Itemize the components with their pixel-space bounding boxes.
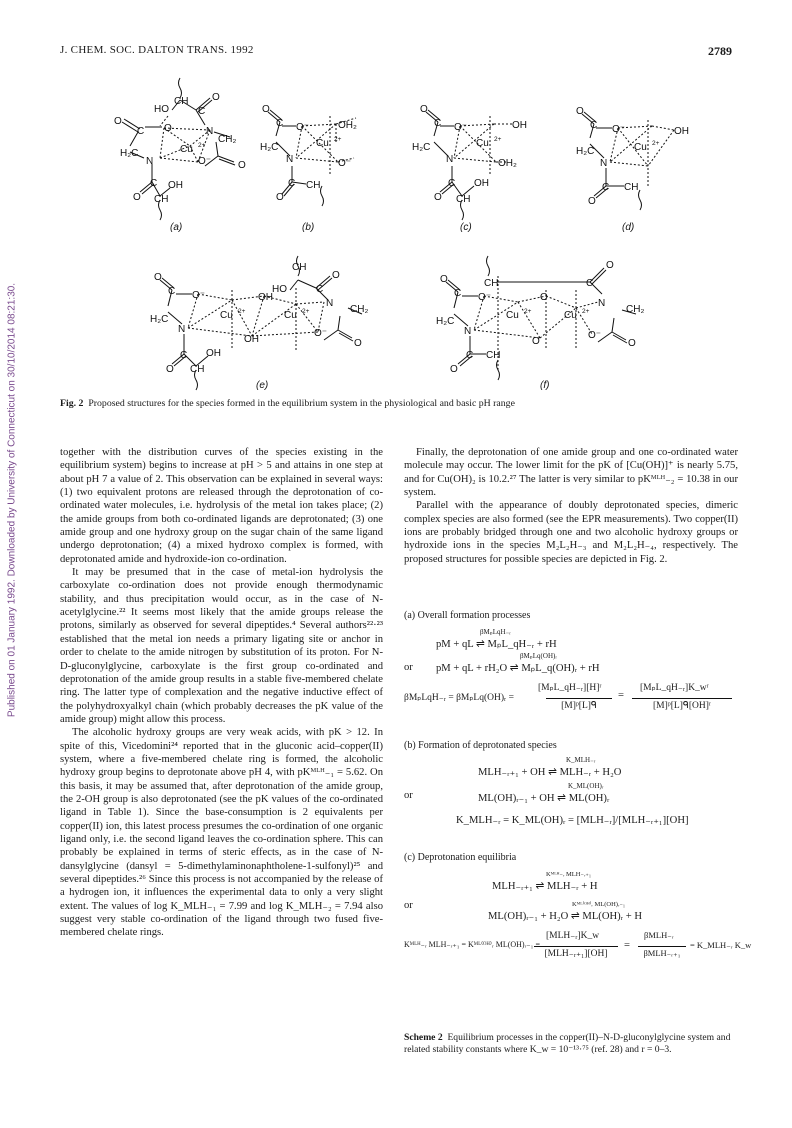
svg-text:Cu: Cu bbox=[634, 142, 647, 153]
svg-text:C: C bbox=[590, 120, 598, 131]
svg-text:2+: 2+ bbox=[302, 308, 310, 315]
svg-text:OH₂: OH₂ bbox=[498, 158, 517, 169]
svg-text:C: C bbox=[288, 178, 296, 189]
svg-text:OH: OH bbox=[258, 292, 273, 303]
svg-text:O: O bbox=[238, 160, 246, 171]
svg-text:N: N bbox=[464, 326, 472, 337]
running-head: J. CHEM. SOC. DALTON TRANS. 1992 bbox=[60, 44, 254, 56]
svg-text:CH: CH bbox=[456, 194, 471, 205]
right-column bbox=[404, 446, 738, 566]
svg-text:O⁻: O⁻ bbox=[192, 290, 206, 301]
svg-text:N: N bbox=[600, 158, 608, 169]
svg-text:O: O bbox=[354, 338, 362, 349]
svg-text:(a): (a) bbox=[170, 222, 183, 233]
svg-text:CH: CH bbox=[190, 364, 205, 375]
svg-text:OH: OH bbox=[674, 126, 689, 137]
svg-text:Cu: Cu bbox=[220, 310, 233, 321]
svg-text:O: O bbox=[154, 272, 162, 283]
svg-text:O: O bbox=[133, 192, 141, 203]
svg-text:CH: CH bbox=[486, 350, 501, 361]
svg-text:CH: CH bbox=[154, 194, 169, 205]
svg-text:H₂C: H₂C bbox=[576, 146, 595, 157]
svg-text:N: N bbox=[326, 298, 334, 309]
svg-text:Cu: Cu bbox=[476, 138, 489, 149]
equation-a1: pM + qL ⇌ MₚL_qH₋ᵣ + rH bbox=[436, 639, 557, 650]
svg-text:(b): (b) bbox=[302, 222, 315, 233]
svg-text:O: O bbox=[420, 104, 428, 115]
svg-text:2+: 2+ bbox=[238, 308, 246, 315]
svg-text:Cu: Cu bbox=[316, 138, 329, 149]
svg-text:CH: CH bbox=[624, 182, 639, 193]
svg-text:OH: OH bbox=[206, 348, 221, 359]
paragraph: The alcoholic hydroxy groups are very weak acids, with pK > 12. In spite of this, Vicedomini²⁴ reported that in the gluconic acid–copper(II) system, where a five-membered chelate ring is formed, the alcoholic hydroxy group begins to deprotonate above pH 4, with pKᴹᴸᴴ₋₁ = 5.62. On this basis, it may be assumed that, after deprotonation of the amide group, the 2-OH group is also deprotonated (see the pK values of the co-ordinated ligand in Table 1). Since the base-consumption is 2 equivalents per copper(II) ion, this latest process presumes the co-ordination of one organic ligand only, i.e. the second ligand leaves the co-ordination sphere. This can probably be explained in terms of steric effects, as in the case of N-dansylglycine (dansyl = 5-dimethylaminonaphtholene-1-sulfonyl)²⁵ and several dipeptides.²⁶ Since this process is not accompanied by the release of a hydrogen ion, it influences the experimental data to only a very slight extent. The values of log K_MLH₋₁ = 7.99 and log K_MLH₋₂ = 7.94 also suggest very stable co-ordination of the ligand through two fused five-membered chelate rings. bbox=[60, 727, 383, 939]
svg-text:O: O bbox=[276, 192, 284, 203]
svg-text:OH: OH bbox=[474, 178, 489, 189]
svg-text:C: C bbox=[602, 182, 610, 193]
svg-text:HO: HO bbox=[272, 284, 287, 295]
svg-text:(e): (e) bbox=[256, 380, 269, 391]
svg-text:N: N bbox=[178, 324, 186, 335]
svg-text:C: C bbox=[168, 286, 176, 297]
paragraph: Parallel with the appearance of doubly deprotonated species, dimeric complex species are also formed (see the EPR measurements). Two copper(II) ions are probably bridged through one and two alcoholic hydroxy groups or hydroxide ions in the species M₂L₂H₋₃ and M₂L₂H₋₄, respectively. The proposed structures for possible species are depicted in Fig. 2. bbox=[404, 500, 738, 565]
download-notice: Published on 01 January 1992. Downloaded by University of Connecticut on 30/10/2014 08:21:30. bbox=[6, 282, 18, 718]
svg-text:O: O bbox=[576, 106, 584, 117]
svg-text:Cu: Cu bbox=[506, 310, 519, 321]
svg-text:(f): (f) bbox=[540, 380, 550, 391]
svg-text:Cu: Cu bbox=[284, 310, 297, 321]
svg-text:N: N bbox=[206, 126, 214, 137]
svg-text:C: C bbox=[454, 288, 462, 299]
svg-text:Cu: Cu bbox=[180, 144, 193, 155]
paragraph: Finally, the deprotonation of one amide group and one co-ordinated water molecule may occur. The lower limit for the pK of [Cu(OH)]⁺ is nearly 5.75, and for Cu(OH)₂ is 10.2.²⁷ The latter is very similar to pKᴹᴸᴴ₋₂ = 10.38 in our system. bbox=[404, 447, 738, 499]
svg-text:CH: CH bbox=[306, 180, 321, 191]
scheme-section-a: (a) Overall formation processes bbox=[404, 610, 531, 621]
svg-text:O⁻: O⁻ bbox=[296, 122, 310, 133]
svg-text:O⁻: O⁻ bbox=[338, 158, 352, 169]
svg-text:O⁻: O⁻ bbox=[198, 156, 212, 167]
svg-text:N: N bbox=[146, 156, 154, 167]
svg-text:C: C bbox=[137, 126, 145, 137]
paragraph: together with the distribution curves of the species existing in the equilibrium system) begins to increase at pH > 5 and attains in one step at about pH 7 a value of 2. This observation can be explained in several ways: (1) two equivalent protons are released through the deprotonation of co-ordinated water molecules, i.e. hydrolysis of the metal ion takes place; (2) the amide groups from both co-ordinated ligands are deprotonated; (3) one amide group and one hydroxy group on the sugar chain of the same ligand undergo deprotonation; (4) a mixed hydroxo complex is formed, with deprotonated amide and hydroxide-ion co-ordination. bbox=[60, 447, 383, 565]
svg-text:O: O bbox=[166, 364, 174, 375]
svg-text:O: O bbox=[262, 104, 270, 115]
svg-text:OH: OH bbox=[512, 120, 527, 131]
svg-text:N: N bbox=[598, 298, 606, 309]
svg-text:OH: OH bbox=[168, 180, 183, 191]
svg-text:(d): (d) bbox=[622, 222, 635, 233]
structure-labels bbox=[170, 222, 634, 391]
svg-text:O⁻: O⁻ bbox=[314, 328, 328, 339]
svg-text:HO: HO bbox=[154, 104, 169, 115]
atom-labels bbox=[114, 92, 689, 375]
structure-f bbox=[446, 256, 636, 380]
svg-text:CH: CH bbox=[292, 262, 307, 273]
svg-text:OH: OH bbox=[244, 334, 259, 345]
equation-a2: pM + qL + rH₂O ⇌ MₚL_q(OH)ᵣ + rH bbox=[436, 663, 600, 674]
svg-text:N: N bbox=[446, 154, 454, 165]
scheme-section-b: (b) Formation of deprotonated species bbox=[404, 740, 557, 751]
svg-text:C: C bbox=[150, 178, 158, 189]
svg-text:2+: 2+ bbox=[494, 136, 502, 143]
svg-text:C: C bbox=[448, 178, 456, 189]
svg-text:2+: 2+ bbox=[334, 136, 342, 143]
svg-text:CH: CH bbox=[484, 278, 499, 289]
svg-text:O⁻: O⁻ bbox=[588, 330, 602, 341]
svg-text:2+: 2+ bbox=[652, 140, 660, 147]
svg-text:H₂C: H₂C bbox=[120, 148, 139, 159]
equation-c1: MLH₋ᵣ₊₁ ⇌ MLH₋ᵣ + H bbox=[492, 881, 598, 892]
svg-text:CH₂: CH₂ bbox=[350, 304, 369, 315]
svg-text:O: O bbox=[114, 116, 122, 127]
svg-text:CH₂: CH₂ bbox=[626, 304, 645, 315]
svg-text:C: C bbox=[434, 118, 442, 129]
equation-b2: ML(OH)ᵣ₋₁ + OH ⇌ ML(OH)ᵣ bbox=[478, 793, 610, 804]
paragraph: It may be presumed that in the case of metal-ion hydrolysis the carboxylate co-ordination does not provide enough thermodynamic stability, and thus precipitation would occur, as in the case of N-acetylglycine.²² It seems most likely that the amide groups release the protons, similarly as observed for several dipeptides.⁴ Several authors²²·²³ established that the metal ion needs a primary ligating site or anchor in order to chelate to the amide nitrogen by substitution of its proton. For N-D-gluconylglycine, carboxylate is the first group co-ordinated and deprotonation of the amide group results in a stable five-membered chelate ring. The latter type of complexation and the negative inductive effect of the polyhydroxyalkyl chain (which probably decreases the pK value of the amide group) might allow this process. bbox=[60, 567, 383, 725]
svg-text:C: C bbox=[276, 118, 284, 129]
svg-text:(c): (c) bbox=[460, 222, 472, 233]
svg-text:N: N bbox=[286, 154, 294, 165]
equation-b1: MLH₋ᵣ₊₁ + OH ⇌ MLH₋ᵣ + H₂O bbox=[478, 767, 622, 778]
svg-text:H₂C: H₂C bbox=[150, 314, 169, 325]
svg-text:O⁻: O⁻ bbox=[612, 124, 626, 135]
svg-text:C: C bbox=[198, 106, 206, 117]
svg-text:O: O bbox=[540, 292, 548, 303]
svg-text:O: O bbox=[588, 196, 596, 207]
svg-text:2+: 2+ bbox=[198, 142, 206, 149]
svg-text:C: C bbox=[586, 278, 594, 289]
svg-text:Cu: Cu bbox=[564, 310, 577, 321]
svg-text:CH: CH bbox=[174, 96, 189, 107]
svg-text:O⁻: O⁻ bbox=[478, 292, 492, 303]
figure-2-structures bbox=[0, 0, 792, 400]
svg-text:C: C bbox=[466, 350, 474, 361]
svg-text:H₂C: H₂C bbox=[436, 316, 455, 327]
svg-text:OH₂: OH₂ bbox=[338, 120, 357, 131]
figure-caption: Fig. 2 Proposed structures for the species formed in the equilibrium system in the physiological and basic pH range bbox=[60, 398, 515, 409]
equation-c2: ML(OH)ᵣ₋₁ + H₂O ⇌ ML(OH)ᵣ + H bbox=[488, 911, 643, 922]
svg-text:O: O bbox=[606, 260, 614, 271]
scheme-caption: Scheme 2 Equilibrium processes in the copper(II)–N-D-gluconylglycine system and related stability constants where K_w = 10⁻¹³·⁷⁵ (ref. 28) and r = 0–3. bbox=[404, 1032, 731, 1055]
svg-text:2+: 2+ bbox=[524, 308, 532, 315]
scheme-section-c: (c) Deprotonation equilibria bbox=[404, 852, 517, 863]
svg-text:O: O bbox=[450, 364, 458, 375]
equation-b3: K_MLH₋ᵣ = K_ML(OH)ᵣ = [MLH₋ᵣ]/[MLH₋ᵣ₊₁][OH] bbox=[456, 815, 689, 826]
svg-text:O: O bbox=[164, 123, 172, 134]
svg-text:O: O bbox=[212, 92, 220, 103]
svg-text:2+: 2+ bbox=[582, 308, 590, 315]
svg-text:O: O bbox=[440, 274, 448, 285]
svg-text:O: O bbox=[332, 270, 340, 281]
svg-text:C: C bbox=[180, 350, 188, 361]
svg-text:O: O bbox=[434, 192, 442, 203]
svg-text:O⁻: O⁻ bbox=[454, 122, 468, 133]
svg-text:H₂C: H₂C bbox=[260, 142, 279, 153]
svg-text:O: O bbox=[532, 336, 540, 347]
svg-text:C: C bbox=[316, 284, 324, 295]
svg-text:CH₂: CH₂ bbox=[218, 134, 237, 145]
svg-text:H₂C: H₂C bbox=[412, 142, 431, 153]
left-column bbox=[60, 446, 383, 940]
page-number: 2789 bbox=[708, 44, 732, 58]
svg-text:O: O bbox=[628, 338, 636, 349]
